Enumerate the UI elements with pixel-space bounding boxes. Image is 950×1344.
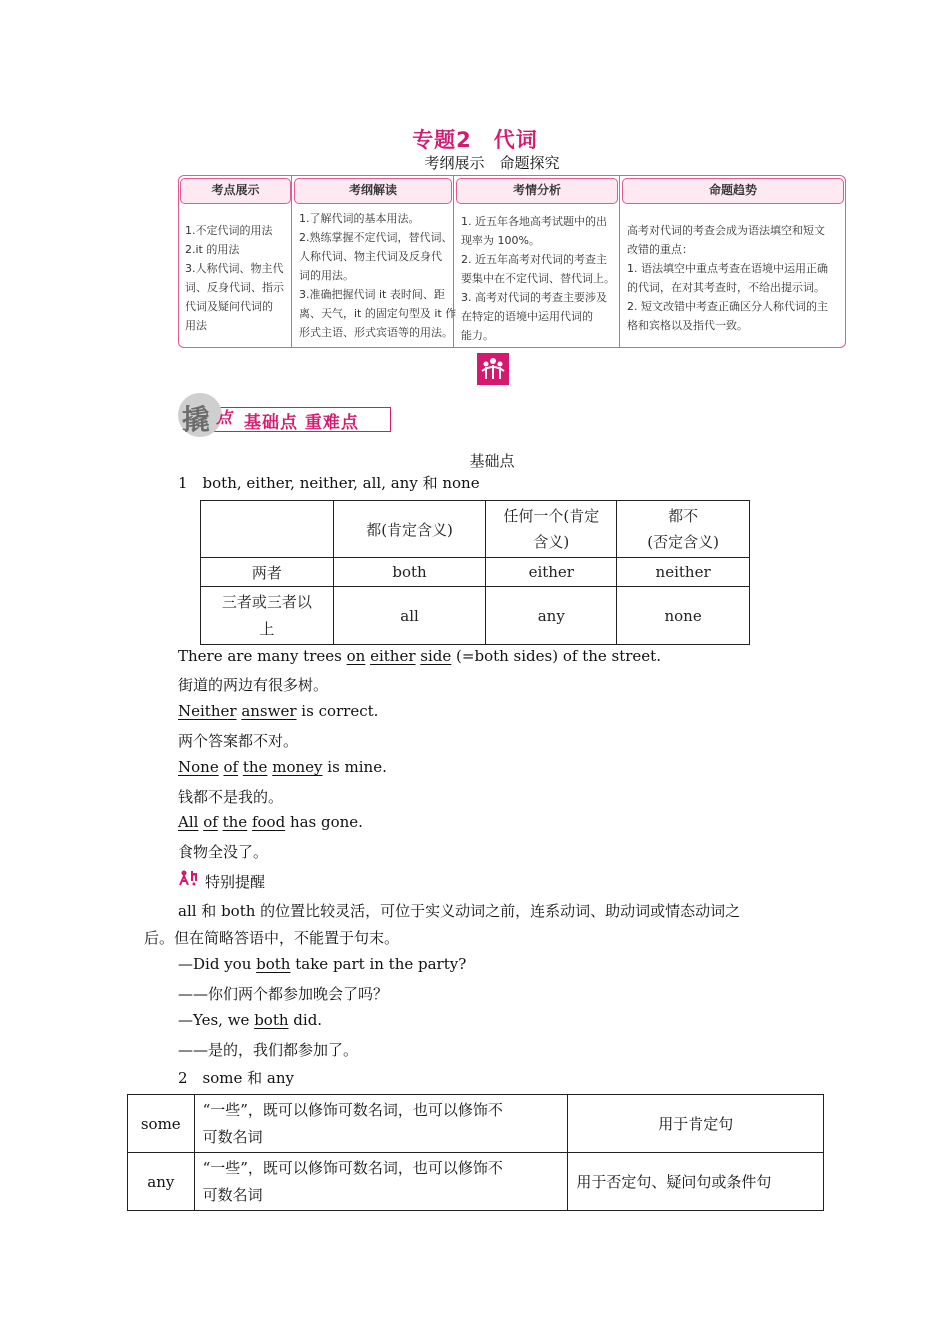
some-any-table (127, 1094, 824, 1211)
cell-all: all (333, 587, 486, 645)
cell-any: any (486, 587, 617, 645)
overview-header-syllabus: 考纲解读 (294, 178, 452, 204)
section-banner (178, 393, 392, 439)
page-subtitle: 考纲展示 命题探究 (424, 154, 560, 172)
overview-header-analysis: 考情分析 (456, 178, 618, 204)
cell-any-word: any (128, 1153, 195, 1211)
cell-none: none (617, 587, 750, 645)
overview-col-syllabus: 1.了解代词的基本用法。 2.熟练掌握不定代词，替代词、 人称代词、物主代词及反身代 词的用法。 3.准确把握代词 it 表时间、距 离、天气，it 的固定句型及 it 作 形式主语、形式宾语等的用法。 (299, 212, 457, 339)
example-4-translation: 食物全没了。 (178, 843, 269, 861)
overview-col-analysis: 1. 近五年各地高考试题中的出 现率为 100%。 2. 近五年高考对代词的考查主 要集中在不定代词、替代词上。 3. 高考对代词的考查主要涉及 在特定的语境中运用代词的 能力。 (461, 215, 615, 342)
overview-header-trend: 命题趋势 (622, 178, 844, 204)
table-header-all: 都(肯定含义) (333, 501, 486, 558)
overview-col-points: 1.不定代词的用法 2.it 的用法 3.人称代词、物主代 词、反身代词、指示 代词及疑问代词的 用法 (185, 224, 284, 332)
example-2: Neither answer is correct. (178, 702, 379, 720)
reminder-label: 特别提醒 (205, 873, 266, 891)
reminder-icon (178, 869, 202, 887)
example-4: All of the food has gone. (178, 813, 363, 831)
cell-neither: neither (617, 558, 750, 587)
cell-both: both (333, 558, 486, 587)
people-logo-icon (477, 353, 509, 385)
section-title: 基础点 (469, 452, 515, 470)
reminder-paragraph-line-2: 后。但在简略答语中，不能置于句末。 (144, 929, 400, 947)
dialogue-2: —Yes, we both did. (178, 1011, 323, 1029)
dialogue-1-translation: ——你们两个都参加晚会了吗？ (178, 985, 389, 1003)
pronoun-table (200, 500, 750, 645)
cell-any-desc: “一些”，既可以修饰可数名词，也可以修饰不 可数名词 (194, 1153, 568, 1211)
cell-some-usage: 用于肯定句 (568, 1095, 824, 1153)
overview-table (178, 175, 846, 348)
banner-point: 点 (216, 408, 233, 427)
banner-glyph: 撬 (182, 403, 211, 436)
example-2-translation: 两个答案都不对。 (178, 732, 299, 750)
example-1-translation: 街道的两边有很多树。 (178, 676, 329, 694)
dialogue-1: —Did you both take part in the party? (178, 955, 467, 973)
dialogue-2-translation: ——是的，我们都参加了。 (178, 1041, 359, 1059)
row-label-three: 三者或三者以 上 (201, 587, 334, 645)
example-1: There are many trees on either side (=both sides) of the street. (178, 647, 661, 665)
table-header-empty (201, 501, 334, 558)
item-1-heading: 1 both, either, neither, all, any 和 none (178, 474, 480, 492)
reminder-paragraph-line-1: all 和 both 的位置比较灵活，可位于实义动词之前，连系动词、助动词或情态动词之 (178, 902, 741, 920)
item-2-heading: 2 some 和 any (178, 1069, 294, 1087)
page-title: 专题2 代词 (412, 128, 538, 152)
example-3: None of the money is mine. (178, 758, 387, 776)
row-label-two: 两者 (201, 558, 334, 587)
table-header-any: 任何一个(肯定 含义) (486, 501, 617, 558)
cell-some: some (128, 1095, 195, 1153)
table-header-none: 都不 (否定含义) (617, 501, 750, 558)
overview-header-points: 考点展示 (180, 178, 291, 204)
banner-text: 基础点 重难点 (244, 413, 359, 433)
cell-any-usage: 用于否定句、疑问句或条件句 (568, 1153, 824, 1211)
cell-either: either (486, 558, 617, 587)
cell-some-desc: “一些”，既可以修饰可数名词，也可以修饰不 可数名词 (194, 1095, 568, 1153)
overview-col-trend: 高考对代词的考查会成为语法填空和短文 改错的重点： 1. 语法填空中重点考查在语境中运用正确 的代词，在对其考查时，不给出提示词。 2. 短文改错中考查正确区分人称代词的主 格和宾格以及指代一致。 (627, 224, 828, 332)
example-3-translation: 钱都不是我的。 (178, 788, 284, 806)
